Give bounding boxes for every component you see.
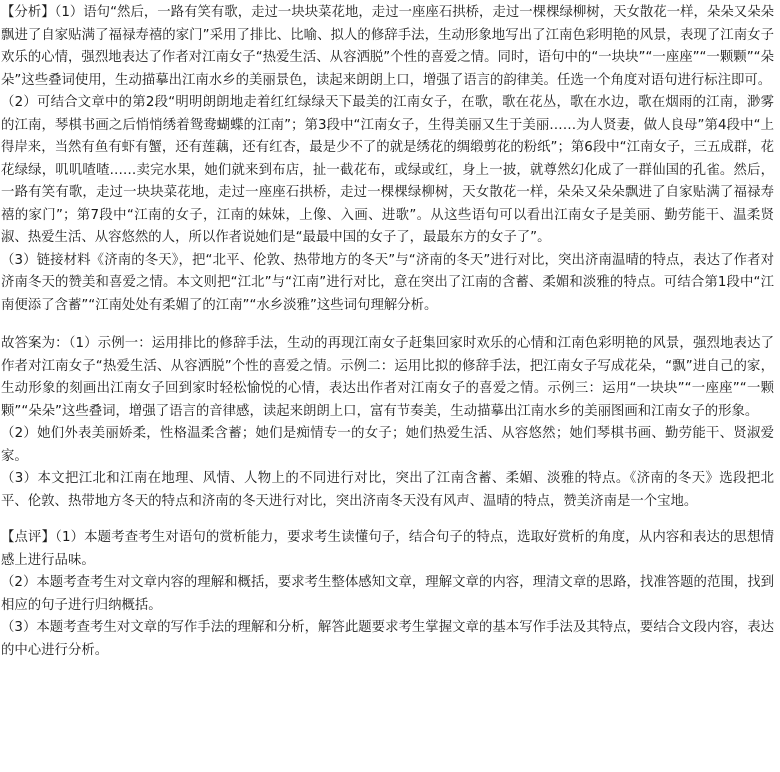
analysis-section [1, 2, 774, 317]
section-spacer [1, 513, 774, 527]
comment-paragraph-3: （3）本题考查考生对文章的写作手法的理解和分析，解答此题要求考生掌握文章的基本写作手法及其特点，要结合文段内容，表达的中心进行分析。 [1, 620, 774, 658]
analysis-paragraph-3: （3）链接材料《济南的冬天》，把“北平、伦敦、热带地方的冬天”与“济南的冬天”进行对比，突出济南温晴的特点，表达了作者对济南冬天的赞美和喜爱之情。本文则把“江北”与“江南”进行对比，意在突出了江南的含蓄、柔媚和淡雅的特点。可结合第1段中“江南便添了含蓄”“江南处处有柔媚了的江南”“水乡淡雅”这些词句理解分析。 [1, 252, 774, 313]
section-spacer [1, 317, 774, 333]
answer-paragraph-2: （2）她们外表美丽娇柔，性格温柔含蓄；她们是痴情专一的女子；她们热爱生活、从容悠然；她们琴棋书画、勤劳能干、贤淑爱家。 [1, 426, 774, 464]
answer-paragraph-3: （3）本文把江北和江南在地理、风情、人物上的不同进行对比，突出了江南含蓄、柔媚、淡雅的特点。《济南的冬天》选段把北平、伦敦、热带地方冬天的特点和济南的冬天进行对比，突出济南冬天没有风声、温晴的特点，赞美济南是一个宝地。 [1, 471, 774, 509]
comment-paragraph-2: （2）本题考查考生对文章内容的理解和概括，要求考生整体感知文章，理解文章的内容，理清文章的思路，找准答题的范围，找到相应的句子进行归纳概括。 [1, 575, 774, 613]
comment-section [1, 527, 774, 662]
comment-paragraph-1: 【点评】（1）本题考查考生对语句的赏析能力，要求考生读懂句子，结合句子的特点，选取好赏析的角度，从内容和表达的思想情感上进行品味。 [1, 530, 774, 568]
answer-section [1, 333, 774, 513]
analysis-paragraph-1: 【分析】（1）语句“然后，一路有笑有歌，走过一块块菜花地，走过一座座石拱桥，走过一棵棵绿柳树，天女散花一样，朵朵又朵朵飘进了自家贴满了福禄寿禧的家门”采用了排比、比喻、拟人的修辞手法，生动形象地写出了江南色彩明艳的风景，表现了江南女子欢乐的心情，强烈地表达了作者对江南女子“热爱生活、从容洒脱”个性的喜爱之情。同时，语句中的“一块块”“一座座”“一颗颗”“朵朵”这些叠词使用，生动描摹出江南水乡的美丽景色，读起来朗朗上口，增强了语言的韵律美。任选一个角度对语句进行标注即可。 [1, 5, 774, 88]
analysis-paragraph-2: （2）可结合文章中的第2段“明明朗朗地走着红红绿绿天下最美的江南女子，在歌，歌在花丛，歌在水边，歌在烟雨的江南，渺雾的江南，琴棋书画之后悄悄绣着鸳鸯蝴蝶的江南”；第3段中“江南女子，生得美丽又生于美丽……为人贤妻，做人良母”第4段中“上得岸来，当然有鱼有虾有蟹，还有莲藕，还有红杏，最是少不了的就是绣花的绸缎剪花的粉纸”；第6段中“江南女子，三五成群，花花绿绿，叽叽喳喳……卖完水果，她们就来到布店，扯一截花布，或绿或红，身上一披，就尊然幻化成了一群仙国的孔雀。然后，一路有笑有歌，走过一块块菜花地，走过一座座石拱桥，走过一棵棵绿柳树，天女散花一样，朵朵又朵朵飘进了自家贴满了福禄寿禧的家门”；第7段中“江南的女子，江南的妹妹，上像、入画、进歌”。从这些语句可以看出江南女子是美丽、勤劳能干、温柔贤淑、热爱生活、从容悠然的人，所以作者说她们是“最最中国的女子了，最最东方的女子了”。 [1, 95, 774, 245]
answer-paragraph-1: 故答案为：（1）示例一：运用排比的修辞手法，生动的再现江南女子赶集回家时欢乐的心情和江南色彩明艳的风景，强烈地表达了作者对江南女子“热爱生活、从容洒脱”个性的喜爱之情。示例二：运用比拟的修辞手法，把江南女子写成花朵，“飘”进自己的家，生动形象的刻画出江南女子回到家时轻松愉悦的心情，表达出作者对江南女子的喜爱之情。示例三：运用“一块块”“一座座”“一颗颗”“朵朵”这些叠词，增强了语言的音律感，读起来朗朗上口，富有节奏美，生动描摹出江南水乡的美丽图画和江南女子的形象。 [1, 336, 774, 419]
